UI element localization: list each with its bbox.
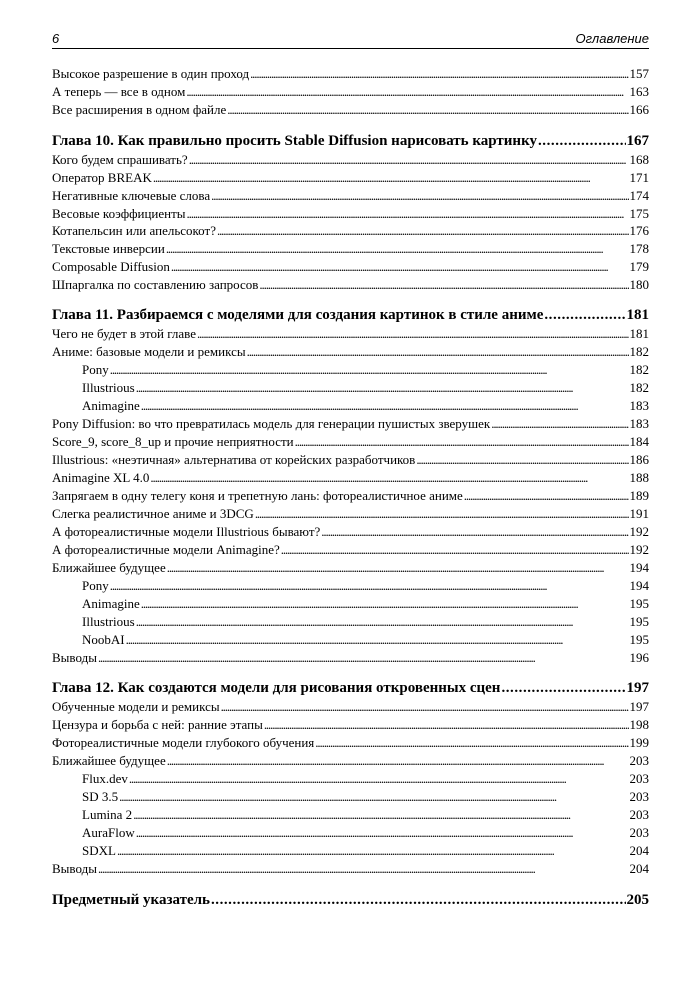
toc-entry[interactable]: [52, 650, 649, 668]
toc-entry-title: Illustrious: [82, 614, 135, 629]
toc-entry-title: А фотореалистичные модели Illustrious бывают?: [52, 524, 321, 539]
toc-entry[interactable]: [52, 241, 649, 259]
toc-entry[interactable]: [52, 66, 649, 84]
toc-entry[interactable]: [52, 188, 649, 206]
toc-entry[interactable]: [52, 560, 649, 578]
toc-entry-page: 196: [629, 650, 649, 665]
toc-entry[interactable]: [52, 717, 649, 735]
dot-leader: [189, 152, 629, 168]
toc-entry-page: 168: [629, 152, 649, 167]
dot-leader: [250, 66, 628, 82]
toc-entry-title: Фотореалистичные модели глубокого обучения: [52, 735, 315, 750]
toc-entry-title: Pony Diffusion: во что превратилась модель для генерации пушистых зверушек: [52, 416, 491, 431]
header-rule: [52, 48, 649, 49]
toc-chapter-entry[interactable]: [52, 892, 649, 912]
toc-entry-page: 182: [629, 380, 649, 395]
dot-leader: [315, 735, 628, 751]
toc-entry-title: Глава 12. Как создаются модели для рисования откровенных сцен: [52, 680, 501, 696]
toc-entry-page: 198: [629, 717, 649, 732]
toc-entry-page: 163: [629, 84, 649, 99]
dot-leader: [141, 398, 629, 414]
dot-leader: [186, 84, 628, 100]
toc-entry-page: 195: [629, 596, 649, 611]
toc-entry-page: 182: [629, 344, 649, 359]
toc-entry-title: Pony: [82, 578, 109, 593]
toc-chapter-entry[interactable]: [52, 680, 649, 700]
toc-entry-title: Flux.dev: [82, 771, 128, 786]
toc-entry-title: SDXL: [82, 843, 116, 858]
toc-entry-page: 197: [629, 699, 649, 714]
dot-leader: [117, 843, 629, 859]
toc-entry-title: Аниме: базовые модели и ремиксы: [52, 344, 246, 359]
dot-leader: [416, 452, 628, 468]
toc-entry-title: Score_9, score_8_up и прочие неприятности: [52, 434, 294, 449]
toc-entry-title: Запрягаем в одну телегу коня и трепетную лань: фотореалистичное аниме: [52, 488, 463, 503]
toc-entry-page: 183: [629, 416, 649, 431]
dot-leader: [464, 488, 629, 504]
dot-leader: [259, 277, 628, 293]
dot-leader: [217, 223, 629, 239]
toc-entry-title: А теперь — все в одном: [52, 84, 186, 99]
dot-leader: [141, 596, 629, 612]
dot-leader: [171, 259, 629, 275]
toc-entry-title: Чего не будет в этой главе: [52, 326, 197, 341]
toc-entry[interactable]: [52, 102, 649, 120]
toc-entry-title: Предметный указатель: [52, 892, 210, 908]
dot-leader: [491, 416, 628, 432]
toc-entry[interactable]: [52, 470, 649, 488]
toc-entry-title: NoobAI: [82, 632, 125, 647]
toc-chapter-entry[interactable]: [52, 307, 649, 327]
toc-entry-page: 203: [629, 771, 649, 786]
toc-entry-page: 205: [626, 892, 649, 908]
toc-entry[interactable]: [52, 223, 649, 241]
dot-leader: [153, 170, 629, 186]
toc-entry-page: 204: [629, 861, 649, 876]
toc-entry[interactable]: [52, 206, 649, 224]
toc-entry-page: 191: [629, 506, 649, 521]
dot-leader: [544, 307, 625, 324]
toc-entry-title: Illustrious: «неэтичная» альтернатива от корейских разработчиков: [52, 452, 416, 467]
toc-entry-page: 192: [629, 542, 649, 557]
toc-entry-title: Глава 11. Разбираемся с моделями для создания картинок в стиле аниме: [52, 307, 544, 323]
toc-entry-page: 203: [629, 789, 649, 804]
toc-entry-title: Слегка реалистичное аниме и 3DCG: [52, 506, 254, 521]
toc-entry-title: Негативные ключевые слова: [52, 188, 211, 203]
toc-entry-title: Цензура и борьба с ней: ранние этапы: [52, 717, 263, 732]
toc-entry[interactable]: [52, 596, 649, 614]
toc-entry-page: 197: [626, 680, 649, 696]
toc-entry[interactable]: [52, 699, 649, 717]
toc-entry[interactable]: [52, 825, 649, 843]
toc-entry[interactable]: [52, 362, 649, 380]
toc-entry[interactable]: [52, 861, 649, 879]
toc-entry-title: Animagine XL 4.0: [52, 470, 150, 485]
toc-entry-page: 175: [629, 206, 649, 221]
toc-entry[interactable]: [52, 380, 649, 398]
toc-entry-page: 166: [629, 102, 649, 117]
dot-leader: [211, 188, 628, 204]
toc-entry[interactable]: [52, 578, 649, 596]
toc-entry-page: 178: [629, 241, 649, 256]
toc-entry-page: 192: [629, 524, 649, 539]
toc-entry[interactable]: [52, 753, 649, 771]
toc-entry-title: Глава 10. Как правильно просить Stable Diffusion нарисовать картинку: [52, 133, 537, 149]
toc-entry-page: 174: [629, 188, 649, 203]
toc-entry[interactable]: [52, 170, 649, 188]
dot-leader: [221, 699, 629, 715]
toc-entry[interactable]: [52, 259, 649, 277]
dot-leader: [264, 717, 629, 733]
toc-entry-page: 186: [629, 452, 649, 467]
toc-entry-title: Lumina 2: [82, 807, 133, 822]
toc-entry-page: 194: [629, 560, 649, 575]
toc-entry[interactable]: [52, 632, 649, 650]
toc-entry-title: Composable Diffusion: [52, 259, 170, 274]
dot-leader: [281, 542, 629, 558]
toc-entry-title: Текстовые инверсии: [52, 241, 165, 256]
toc-entry-page: 184: [629, 434, 649, 449]
dot-leader: [136, 614, 629, 630]
dot-leader: [136, 380, 629, 396]
toc-entry-title: SD 3.5: [82, 789, 119, 804]
toc-entry-title: Animagine: [82, 596, 140, 611]
toc-entry-page: 195: [629, 632, 649, 647]
toc-entry[interactable]: [52, 524, 649, 542]
toc-entry[interactable]: [52, 807, 649, 825]
dot-leader: [166, 241, 629, 257]
toc-entry[interactable]: [52, 398, 649, 416]
dot-leader: [247, 344, 629, 360]
toc-entry-title: Обученные модели и ремиксы: [52, 699, 220, 714]
toc-entry-title: Выводы: [52, 861, 97, 876]
toc-entry-title: Высокое разрешение в один проход: [52, 66, 250, 81]
toc-entry-title: Ближайшее будущее: [52, 753, 166, 768]
toc-entry-page: 183: [629, 398, 649, 413]
toc-entry[interactable]: [52, 542, 649, 560]
toc-entry[interactable]: [52, 488, 649, 506]
dot-leader: [110, 362, 629, 378]
dot-leader: [167, 753, 629, 769]
toc-entry[interactable]: [52, 152, 649, 170]
dot-leader: [110, 578, 629, 594]
running-title: Оглавление: [575, 31, 649, 46]
toc-entry[interactable]: [52, 771, 649, 789]
dot-leader: [501, 680, 625, 697]
toc-chapter-entry[interactable]: [52, 133, 649, 153]
toc-entry[interactable]: [52, 326, 649, 344]
toc-entry-title: Шпаргалка по составлению запросов: [52, 277, 259, 292]
dot-leader: [98, 650, 629, 666]
toc-entry-page: 203: [629, 807, 649, 822]
dot-leader: [136, 825, 629, 841]
toc-entry-page: 203: [629, 825, 649, 840]
toc-entry-page: 157: [629, 66, 649, 81]
dot-leader: [187, 206, 629, 222]
toc-entry-page: 194: [629, 578, 649, 593]
toc-entry-title: Pony: [82, 362, 109, 377]
toc-entry-page: 195: [629, 614, 649, 629]
dot-leader: [255, 506, 629, 522]
toc-entry-title: Ближайшее будущее: [52, 560, 166, 575]
toc-entry[interactable]: [52, 614, 649, 632]
toc-entry[interactable]: [52, 843, 649, 861]
toc-entry[interactable]: [52, 735, 649, 753]
toc-entry-page: 180: [629, 277, 649, 292]
toc-entry[interactable]: [52, 277, 649, 295]
toc-entry[interactable]: [52, 84, 649, 102]
page-number: 6: [52, 31, 60, 46]
toc-entry-title: Котапельсин или апельсокот?: [52, 223, 216, 238]
dot-leader: [129, 771, 629, 787]
toc-entry[interactable]: [52, 506, 649, 524]
toc-entry-page: 171: [629, 170, 649, 185]
toc-entry[interactable]: [52, 789, 649, 807]
dot-leader: [133, 807, 628, 823]
toc-entry-page: 189: [629, 488, 649, 503]
toc-entry-page: 179: [629, 259, 649, 274]
toc-entry-page: 188: [629, 470, 649, 485]
toc-entry-title: Все расширения в одном файле: [52, 102, 227, 117]
toc-entry-page: 167: [626, 133, 649, 149]
toc-entry[interactable]: [52, 452, 649, 470]
toc-entry-page: 181: [626, 307, 649, 323]
dot-leader: [295, 434, 629, 450]
toc-entry-page: 203: [629, 753, 649, 768]
toc-entry[interactable]: [52, 416, 649, 434]
toc-entry-title: Animagine: [82, 398, 140, 413]
dot-leader: [119, 789, 628, 805]
dot-leader: [227, 102, 628, 118]
toc-entry-page: 181: [629, 326, 649, 341]
toc-entry[interactable]: [52, 344, 649, 362]
dot-leader: [167, 560, 629, 576]
toc-entry[interactable]: [52, 434, 649, 452]
toc-entry-title: Оператор BREAK: [52, 170, 152, 185]
toc-entry-page: 176: [629, 223, 649, 238]
toc-entry-page: 199: [629, 735, 649, 750]
dot-leader: [150, 470, 628, 486]
toc-entry-title: Кого будем спрашивать?: [52, 152, 188, 167]
toc-entry-title: Выводы: [52, 650, 97, 665]
page-header: [52, 30, 649, 48]
dot-leader: [197, 326, 628, 342]
toc-entry-title: Весовые коэффициенты: [52, 206, 186, 221]
dot-leader: [538, 133, 626, 150]
toc-entry-title: А фотореалистичные модели Animagine?: [52, 542, 280, 557]
toc-entry-page: 204: [629, 843, 649, 858]
dot-leader: [321, 524, 628, 540]
dot-leader: [211, 892, 626, 909]
dot-leader: [98, 861, 629, 877]
toc-entry-page: 182: [629, 362, 649, 377]
toc-entry-title: Illustrious: [82, 380, 135, 395]
toc-entry-title: AuraFlow: [82, 825, 135, 840]
dot-leader: [126, 632, 629, 648]
